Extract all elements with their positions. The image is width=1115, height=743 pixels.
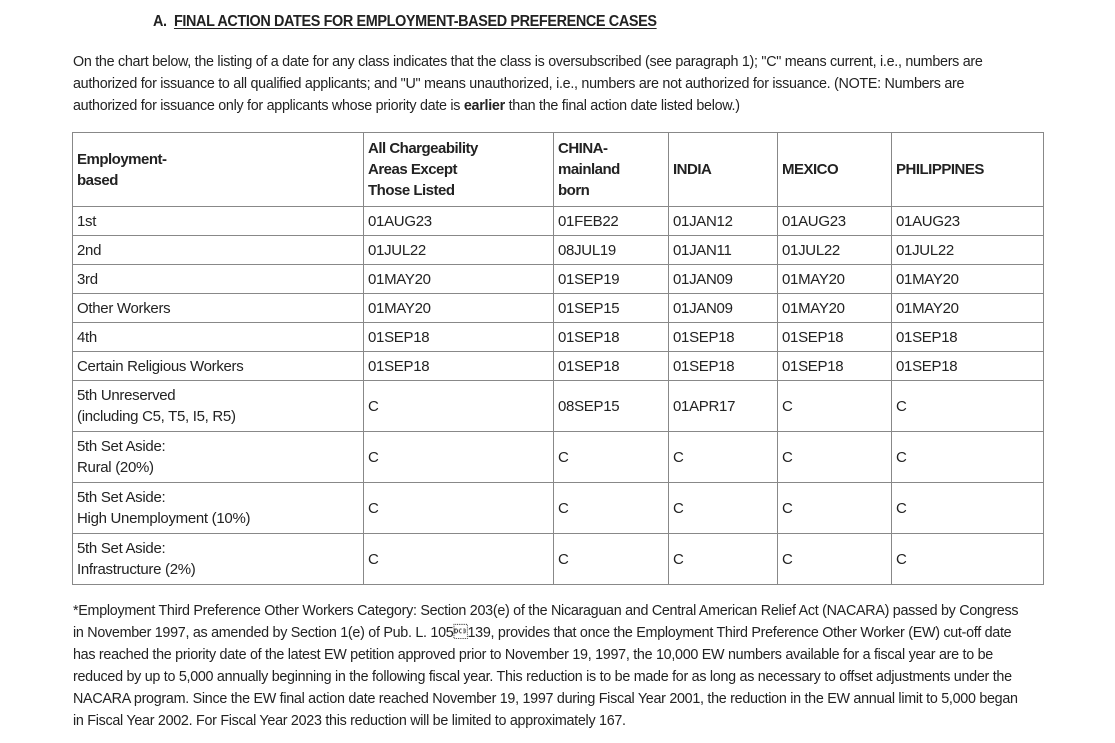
header-line: Employment- bbox=[77, 150, 167, 168]
cell-india: C bbox=[669, 534, 778, 585]
intro-emphasis: earlier bbox=[463, 97, 505, 114]
header-employment-based bbox=[73, 133, 364, 207]
table-header-row bbox=[73, 133, 1044, 207]
header-line: based bbox=[77, 171, 118, 189]
table-row-2nd bbox=[73, 236, 1044, 265]
section-letter: A. bbox=[153, 13, 167, 30]
cell-all-chargeability: 01SEP18 bbox=[364, 352, 554, 381]
table-row-other-workers bbox=[73, 294, 1044, 323]
table-row-4th bbox=[73, 323, 1044, 352]
cell-china: 01SEP18 bbox=[554, 352, 669, 381]
table-row-5th-set-aside-high-unemployment bbox=[73, 483, 1044, 534]
cell-philippines: C bbox=[892, 381, 1044, 432]
cell-mexico: C bbox=[778, 432, 892, 483]
cell-all-chargeability: C bbox=[364, 534, 554, 585]
row-label-line: Infrastructure (2%) bbox=[77, 561, 196, 578]
cell-philippines: 01SEP18 bbox=[892, 352, 1044, 381]
header-line: born bbox=[558, 182, 590, 199]
row-label-line: (including C5, T5, I5, R5) bbox=[77, 408, 236, 425]
header-line: CHINA- bbox=[558, 140, 608, 157]
cell-india: 01APR17 bbox=[669, 381, 778, 432]
cell-china: 01SEP18 bbox=[554, 323, 669, 352]
cell-mexico: C bbox=[778, 381, 892, 432]
cell-all-chargeability: 01AUG23 bbox=[364, 207, 554, 236]
cell-china: 08JUL19 bbox=[554, 236, 669, 265]
header-all-chargeability bbox=[364, 133, 554, 207]
header-line: mainland bbox=[558, 161, 620, 178]
cell-philippines: 01SEP18 bbox=[892, 323, 1044, 352]
table-row-5th-set-aside-infrastructure bbox=[73, 534, 1044, 585]
cell-philippines: 01MAY20 bbox=[892, 265, 1044, 294]
table-row-certain-religious-workers bbox=[73, 352, 1044, 381]
cell-all-chargeability: 01MAY20 bbox=[364, 265, 554, 294]
cell-mexico: 01SEP18 bbox=[778, 352, 892, 381]
intro-paragraph bbox=[73, 51, 1028, 117]
cell-all-chargeability: 01SEP18 bbox=[364, 323, 554, 352]
row-label bbox=[73, 381, 364, 432]
header-philippines: PHILIPPINES bbox=[892, 133, 1044, 207]
row-label-line: High Unemployment (10%) bbox=[77, 510, 251, 527]
row-label-line: 5th Set Aside: bbox=[77, 540, 166, 557]
cell-mexico: 01JUL22 bbox=[778, 236, 892, 265]
row-label: 1st bbox=[73, 207, 364, 236]
row-label-line: 5th Unreserved bbox=[77, 387, 176, 404]
cell-india: 01JAN11 bbox=[669, 236, 778, 265]
cell-china: 01SEP15 bbox=[554, 294, 669, 323]
table-row-5th-set-aside-rural bbox=[73, 432, 1044, 483]
cell-china: 01FEB22 bbox=[554, 207, 669, 236]
cell-india: 01SEP18 bbox=[669, 352, 778, 381]
cell-mexico: 01MAY20 bbox=[778, 294, 892, 323]
table-row-5th-unreserved bbox=[73, 381, 1044, 432]
cell-philippines: 01MAY20 bbox=[892, 294, 1044, 323]
row-label: Certain Religious Workers bbox=[73, 352, 364, 381]
cell-philippines: 01AUG23 bbox=[892, 207, 1044, 236]
cell-philippines: C bbox=[892, 432, 1044, 483]
cell-china: C bbox=[554, 483, 669, 534]
section-title: FINAL ACTION DATES FOR EMPLOYMENT-BASED PREFERENCE CASES bbox=[173, 13, 657, 30]
cell-all-chargeability: 01MAY20 bbox=[364, 294, 554, 323]
final-action-dates-table bbox=[72, 132, 1044, 585]
cell-india: 01JAN09 bbox=[669, 294, 778, 323]
cell-mexico: C bbox=[778, 534, 892, 585]
row-label: Other Workers bbox=[73, 294, 364, 323]
cell-philippines: C bbox=[892, 534, 1044, 585]
row-label bbox=[73, 432, 364, 483]
cell-china: C bbox=[554, 432, 669, 483]
cell-india: 01JAN09 bbox=[669, 265, 778, 294]
row-label bbox=[73, 483, 364, 534]
cell-all-chargeability: C bbox=[364, 381, 554, 432]
footnote-paragraph: *Employment Third Preference Other Workers Category: Section 203(e) of the Nicaraguan and Central American Relief Act (NACARA) passed by Congress in November 1997, as amended by Section 1(e) of Pub. L. 105139, provides that once the Employment Third Preference Other Worker (EW) cut-off date has reached the priority date of the latest EW petition approved prior to November 19, 1997, the 10,000 EW numbers available for a fiscal year are to be reduced by up to 5,000 annually beginning in the following fiscal year. This reduction is to be made for as long as necessary to offset adjustments under the NACARA program. Since the EW final action date reached November 19, 1997 during Fiscal Year 2001, the reduction in the EW annual limit to 5,000 began in Fiscal Year 2002. For Fiscal Year 2023 this reduction will be limited to approximately 167. bbox=[73, 602, 1019, 729]
cell-india: 01JAN12 bbox=[669, 207, 778, 236]
table-row-3rd bbox=[73, 265, 1044, 294]
cell-india: 01SEP18 bbox=[669, 323, 778, 352]
row-label-line: 5th Set Aside: bbox=[77, 438, 166, 455]
cell-all-chargeability: C bbox=[364, 483, 554, 534]
section-heading bbox=[153, 13, 657, 31]
cell-india: C bbox=[669, 483, 778, 534]
cell-india: C bbox=[669, 432, 778, 483]
intro-text-start: On the chart below, the listing of a date for any class indicates that the class is oversubscribed (see paragraph 1); "C" means current, i.e., numbers are authorized for issuance to all qualified applicants; and "U" means unauthorized, i.e., numbers are not authorized for issuance. (NOTE: Numbers are authorized for issuance only for applicants whose priority date is bbox=[73, 53, 983, 114]
cell-mexico: 01AUG23 bbox=[778, 207, 892, 236]
cell-china: 01SEP19 bbox=[554, 265, 669, 294]
cell-mexico: C bbox=[778, 483, 892, 534]
header-line: Those Listed bbox=[368, 182, 455, 199]
header-line: Areas Except bbox=[368, 161, 458, 178]
row-label-line: 5th Set Aside: bbox=[77, 489, 166, 506]
row-label-line: Rural (20%) bbox=[77, 459, 154, 476]
cell-philippines: 01JUL22 bbox=[892, 236, 1044, 265]
cell-all-chargeability: 01JUL22 bbox=[364, 236, 554, 265]
row-label: 3rd bbox=[73, 265, 364, 294]
cell-all-chargeability: C bbox=[364, 432, 554, 483]
header-line: All Chargeability bbox=[368, 140, 478, 157]
row-label: 4th bbox=[73, 323, 364, 352]
cell-mexico: 01MAY20 bbox=[778, 265, 892, 294]
header-india: INDIA bbox=[669, 133, 778, 207]
cell-china: 08SEP15 bbox=[554, 381, 669, 432]
row-label: 2nd bbox=[73, 236, 364, 265]
header-mexico: MEXICO bbox=[778, 133, 892, 207]
table-row-1st bbox=[73, 207, 1044, 236]
cell-china: C bbox=[554, 534, 669, 585]
cell-mexico: 01SEP18 bbox=[778, 323, 892, 352]
cell-philippines: C bbox=[892, 483, 1044, 534]
intro-text-end: than the final action date listed below.) bbox=[504, 97, 740, 114]
header-china bbox=[554, 133, 669, 207]
row-label bbox=[73, 534, 364, 585]
